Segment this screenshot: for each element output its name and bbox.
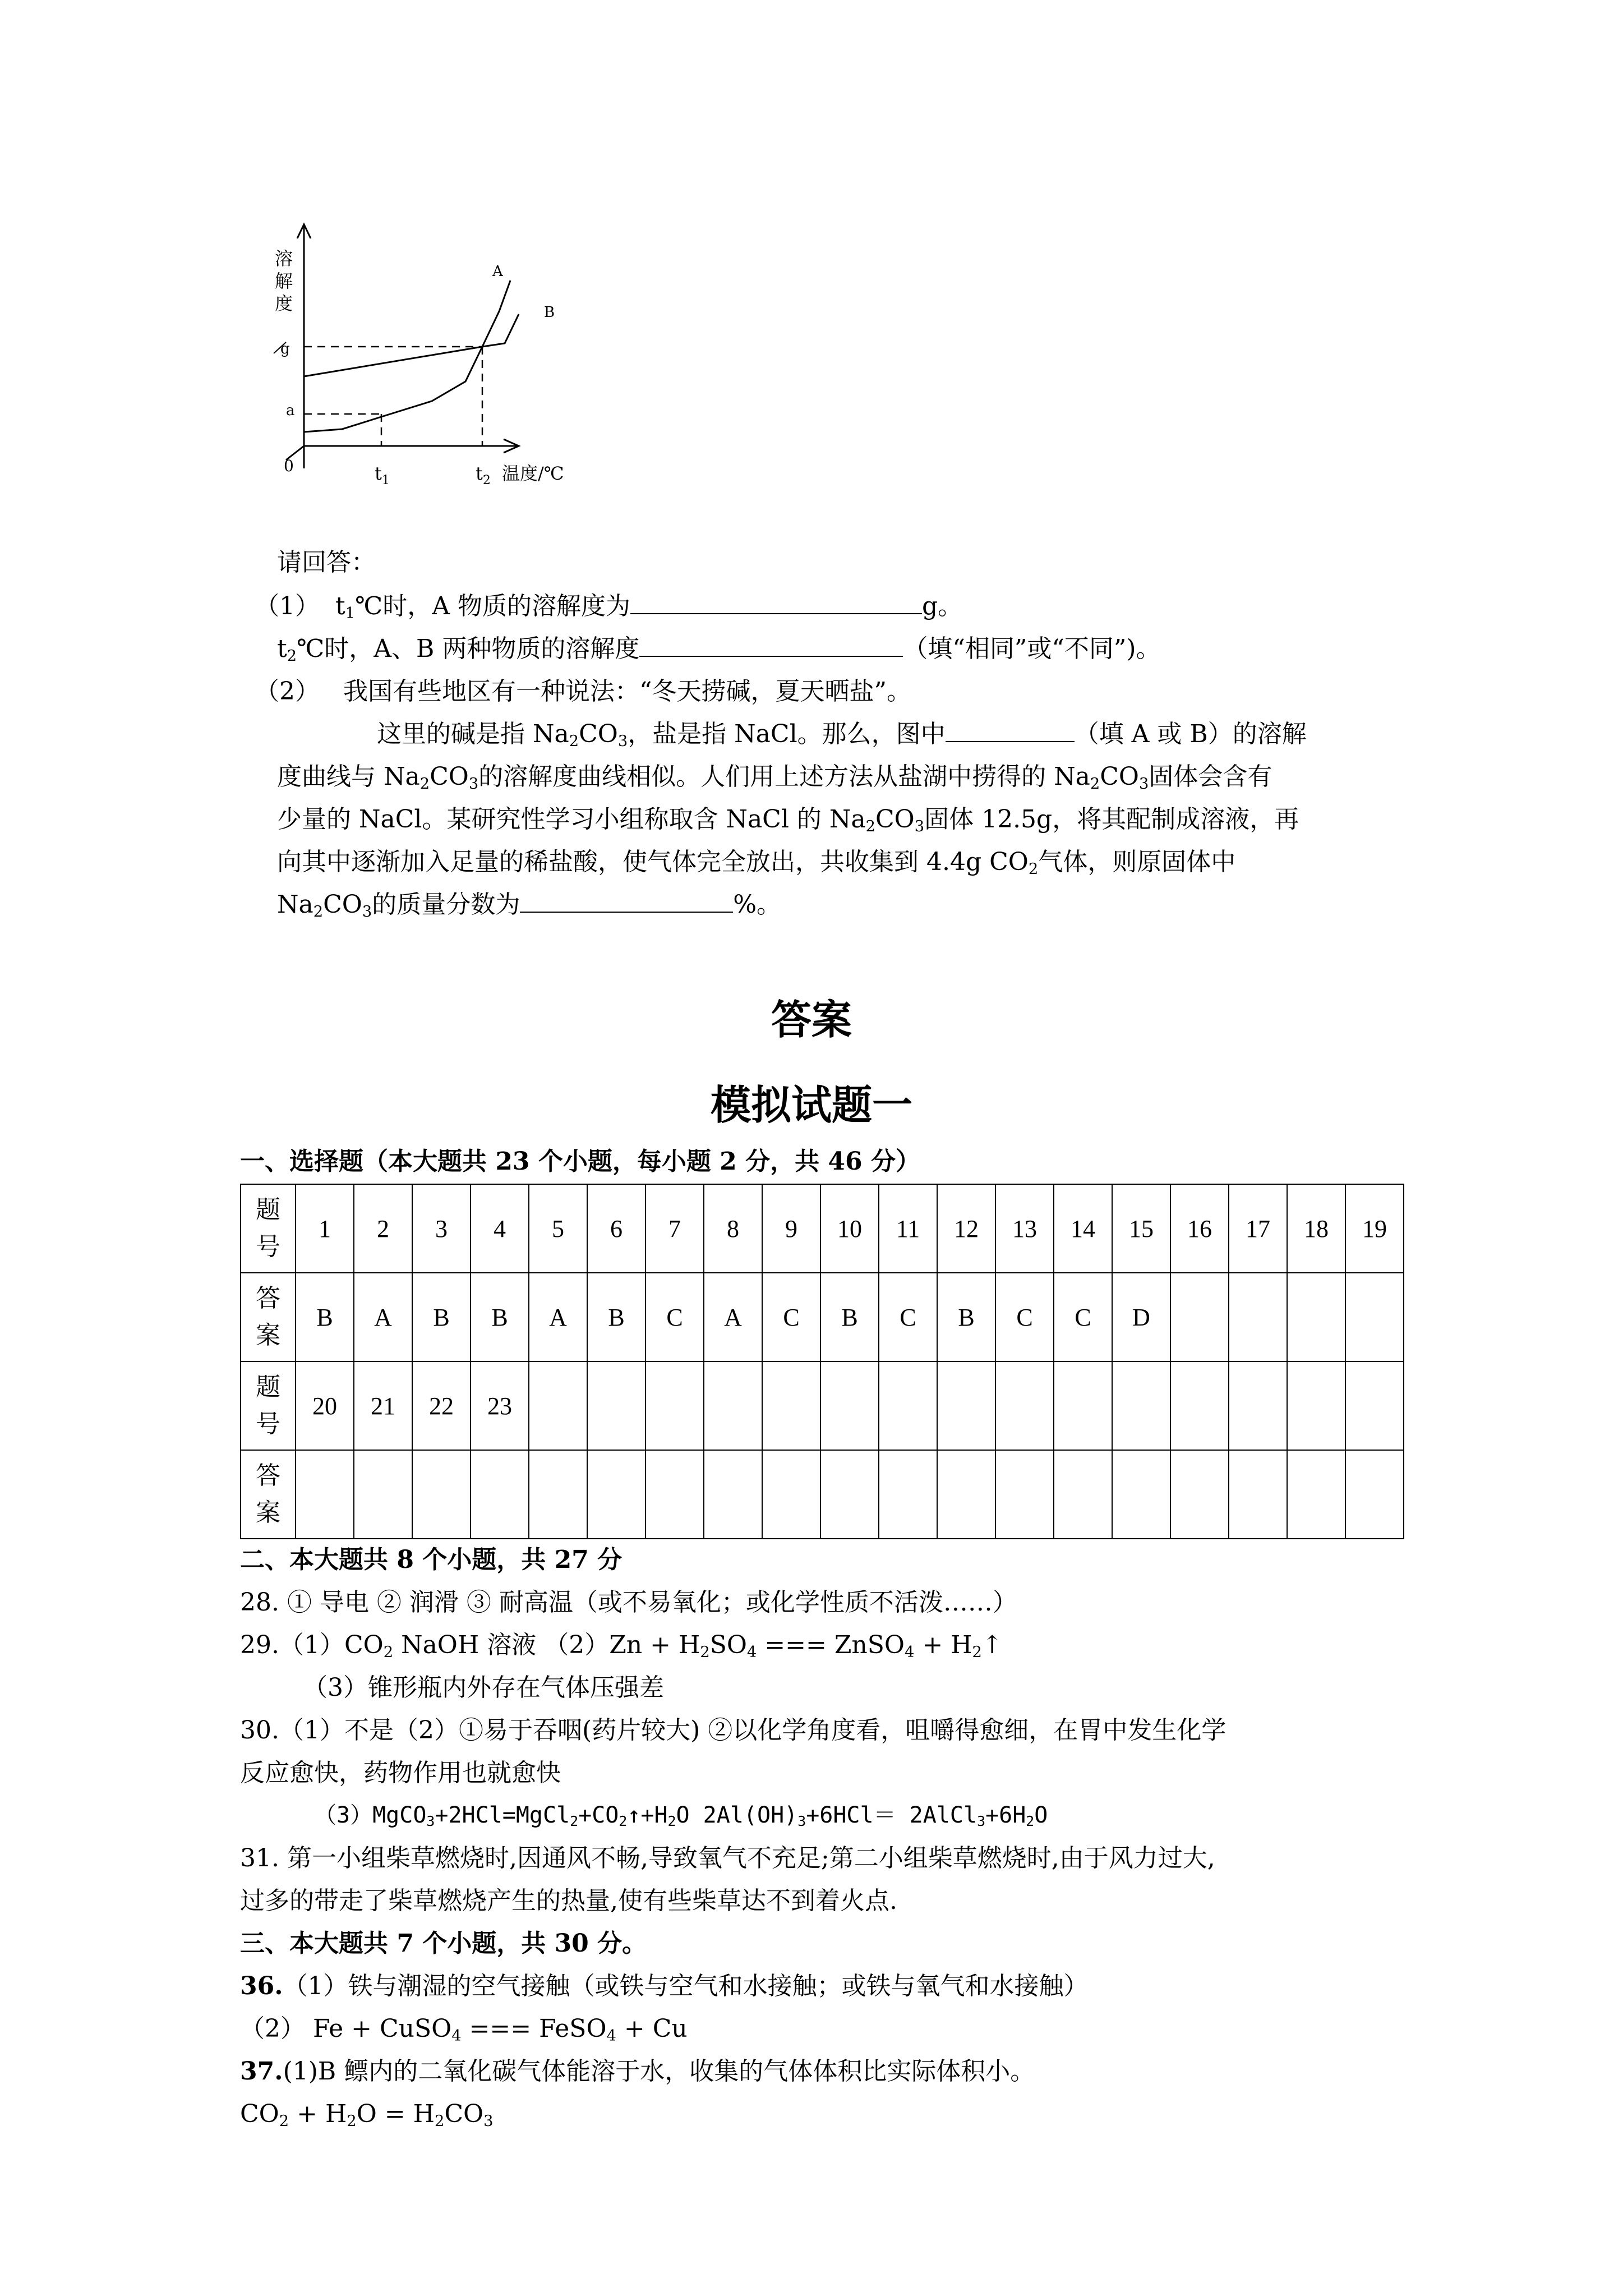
curve-a-label: A [492,263,503,280]
curve-a [304,280,510,432]
table-cell: 4 [471,1184,529,1273]
solubility-graph [264,213,611,505]
table-cell [296,1450,354,1539]
table-cell [995,1361,1054,1450]
answers-title: 答案 [771,996,852,1043]
q1-line: （1） $t_1℃$时，A 物质的溶解度为 g。 [255,592,963,622]
table-cell: 22 [412,1361,471,1450]
table-cell [1345,1273,1404,1361]
table-cell: 8 [704,1184,762,1273]
curve-b [304,314,519,376]
table-cell [995,1450,1054,1539]
y-tick-g: g [280,341,290,357]
x-axis-label: 温度/℃ [502,463,564,484]
table-cell [1229,1361,1287,1450]
answer-36-1: 36.（1）铁与潮湿的空气接触（或铁与空气和水接触；或铁与氧气和水接触） [240,1972,1089,2000]
answer-28: 28. ① 导电 ② 润滑 ③ 耐高温（或不易氧化；或化学性质不活泼……） [240,1588,1017,1617]
table-cell [1345,1450,1404,1539]
answer-37-1: 37.(1)B 鳔内的二氧化碳气体能溶于水，收集的气体体积比实际体积小。 [240,2057,1035,2086]
q2-para-5: $Na_2CO_3$的质量分数为 %。 [277,890,782,921]
table-cell [704,1361,762,1450]
header-cell: 答 案 [241,1273,296,1361]
table-cell: C [879,1273,937,1361]
table-cell [1287,1273,1345,1361]
table-cell: 17 [1229,1184,1287,1273]
table-row [241,1450,1404,1539]
table-cell [354,1450,412,1539]
table-cell: 3 [412,1184,471,1273]
question-intro: 请回答： [277,548,376,577]
table-cell: 6 [587,1184,645,1273]
answer-30-3: $(3)MgCO_3+2HCl=MgCl_2+CO_2↑+H_2O$ $2Al(OH)_3+6HCl=$ $2AlCl_3+6H_2O$ [314,1802,1048,1830]
table-cell [1112,1361,1170,1450]
table-cell [1170,1450,1229,1539]
table-cell: 14 [1054,1184,1112,1273]
table-cell: B [820,1273,879,1361]
table-cell [1287,1450,1345,1539]
q2-line: （2） 我国有些地区有一种说法：“冬天捞碱，夏天晒盐”。 [255,677,911,706]
table-cell: 5 [529,1184,587,1273]
table-cell [1170,1273,1229,1361]
curve-b-label: B [544,304,555,321]
q2-para-4: 向其中逐渐加入足量的稀盐酸，使气体完全放出，共收集到 4.4g $CO_2$气体，则原固体中 [277,848,1236,878]
table-cell: C [645,1273,704,1361]
y-label-3: 度 [275,293,293,314]
q1b-line: $t_2℃$时，A、B 两种物质的溶解度 （填“相同”或“不同”)。 [277,634,1161,665]
answer-37-2: $CO_2 + H_2O = H_2CO_3$ [240,2100,494,2130]
table-cell [704,1450,762,1539]
q2-para-1: 这里的碱是指 $Na_2CO_3$，盐是指 NaCl。那么，图中 （填 A 或 B）的溶解 [377,720,1307,750]
table-cell: C [995,1273,1054,1361]
table-cell: B [412,1273,471,1361]
x-tick-t2: $t_2$ [476,463,491,487]
table-row [241,1273,1404,1361]
answer-31-2: 过多的带走了柴草燃烧产生的热量,使有些柴草达不到着火点. [240,1887,897,1915]
answer-30-2: 反应愈快，药物作用也就愈快 [240,1759,561,1787]
table-cell: 2 [354,1184,412,1273]
section-3-heading: 三、本大题共 7 个小题，共 30 分。 [240,1929,647,1958]
section-1-heading: 一、选择题（本大题共 23 个小题，每小题 2 分，共 46 分） [240,1147,920,1176]
table-cell: 7 [645,1184,704,1273]
table-cell [1112,1450,1170,1539]
table-cell [1229,1273,1287,1361]
table-cell [412,1450,471,1539]
answer-36-2: （2） Fe + CuSO$_4$ === FeSO$_4$ + Cu [240,2014,688,2045]
table-cell [587,1450,645,1539]
answer-table [240,1184,1404,1539]
table-cell [937,1361,995,1450]
q2-para-3: 少量的 NaCl。某研究性学习小组称取含 NaCl 的 $Na_2CO_3$固体 12.5g，将其配制成溶液，再 [277,805,1299,835]
table-cell: C [1054,1273,1112,1361]
table-cell [762,1361,820,1450]
table-cell [1287,1361,1345,1450]
table-row [241,1361,1404,1450]
table-cell: D [1112,1273,1170,1361]
header-cell: 题 号 [241,1184,296,1273]
answer-29-3: （3）锥形瓶内外存在气体压强差 [303,1673,664,1702]
table-cell [1054,1361,1112,1450]
table-cell [937,1450,995,1539]
table-cell [471,1450,529,1539]
table-cell: B [471,1273,529,1361]
table-cell [820,1361,879,1450]
table-cell: B [296,1273,354,1361]
answer-31-1: 31. 第一小组柴草燃烧时,因通风不畅,导致氧气不充足;第二小组柴草燃烧时,由于风力过大, [240,1844,1215,1872]
table-cell [879,1450,937,1539]
table-cell [879,1361,937,1450]
table-cell: 23 [471,1361,529,1450]
table-cell: A [704,1273,762,1361]
table-cell [1054,1450,1112,1539]
table-cell: A [354,1273,412,1361]
table-cell: 20 [296,1361,354,1450]
table-cell [1170,1361,1229,1450]
answer-29: $29.(1)CO_2$ NaOH 溶液 $(2)Zn + H_2SO_4$ === ZnSO$_4$ + $H_2↑$ [240,1631,1003,1661]
q2-para-2: 度曲线与 $Na_2CO_3$的溶解度曲线相似。人们用上述方法从盐湖中捞得的 $Na_2CO_3$固体会含有 [277,762,1272,793]
table-cell [645,1361,704,1450]
table-cell [820,1450,879,1539]
header-cell: 题 号 [241,1361,296,1450]
table-cell: A [529,1273,587,1361]
table-cell: 12 [937,1184,995,1273]
table-cell: C [762,1273,820,1361]
table-cell [645,1450,704,1539]
table-cell: 21 [354,1361,412,1450]
table-cell [1229,1450,1287,1539]
origin-label: 0 [284,457,294,475]
table-cell: 1 [296,1184,354,1273]
header-cell: 答 案 [241,1450,296,1539]
table-cell: 18 [1287,1184,1345,1273]
exam-title: 模拟试题一 [710,1082,912,1129]
section-2-heading: 二、本大题共 8 个小题，共 27 分 [240,1545,623,1574]
x-tick-t1: $t_1$ [375,463,390,487]
table-cell: B [587,1273,645,1361]
table-cell: 15 [1112,1184,1170,1273]
y-label-1: 溶 [275,248,293,269]
table-cell: 9 [762,1184,820,1273]
table-cell [529,1450,587,1539]
table-cell: 11 [879,1184,937,1273]
table-cell: 16 [1170,1184,1229,1273]
table-cell [1345,1361,1404,1450]
table-row [241,1184,1404,1273]
answer-30-1: 30.（1）不是（2）①易于吞咽(药片较大) ②以化学角度看，咀嚼得愈细，在胃中发生化学 [240,1716,1227,1745]
table-cell: 19 [1345,1184,1404,1273]
table-cell [762,1450,820,1539]
table-cell [587,1361,645,1450]
table-cell: B [937,1273,995,1361]
y-tick-a: a [286,402,295,419]
table-cell [529,1361,587,1450]
table-cell: 13 [995,1184,1054,1273]
y-label-2: 解 [275,270,293,292]
table-cell: 10 [820,1184,879,1273]
